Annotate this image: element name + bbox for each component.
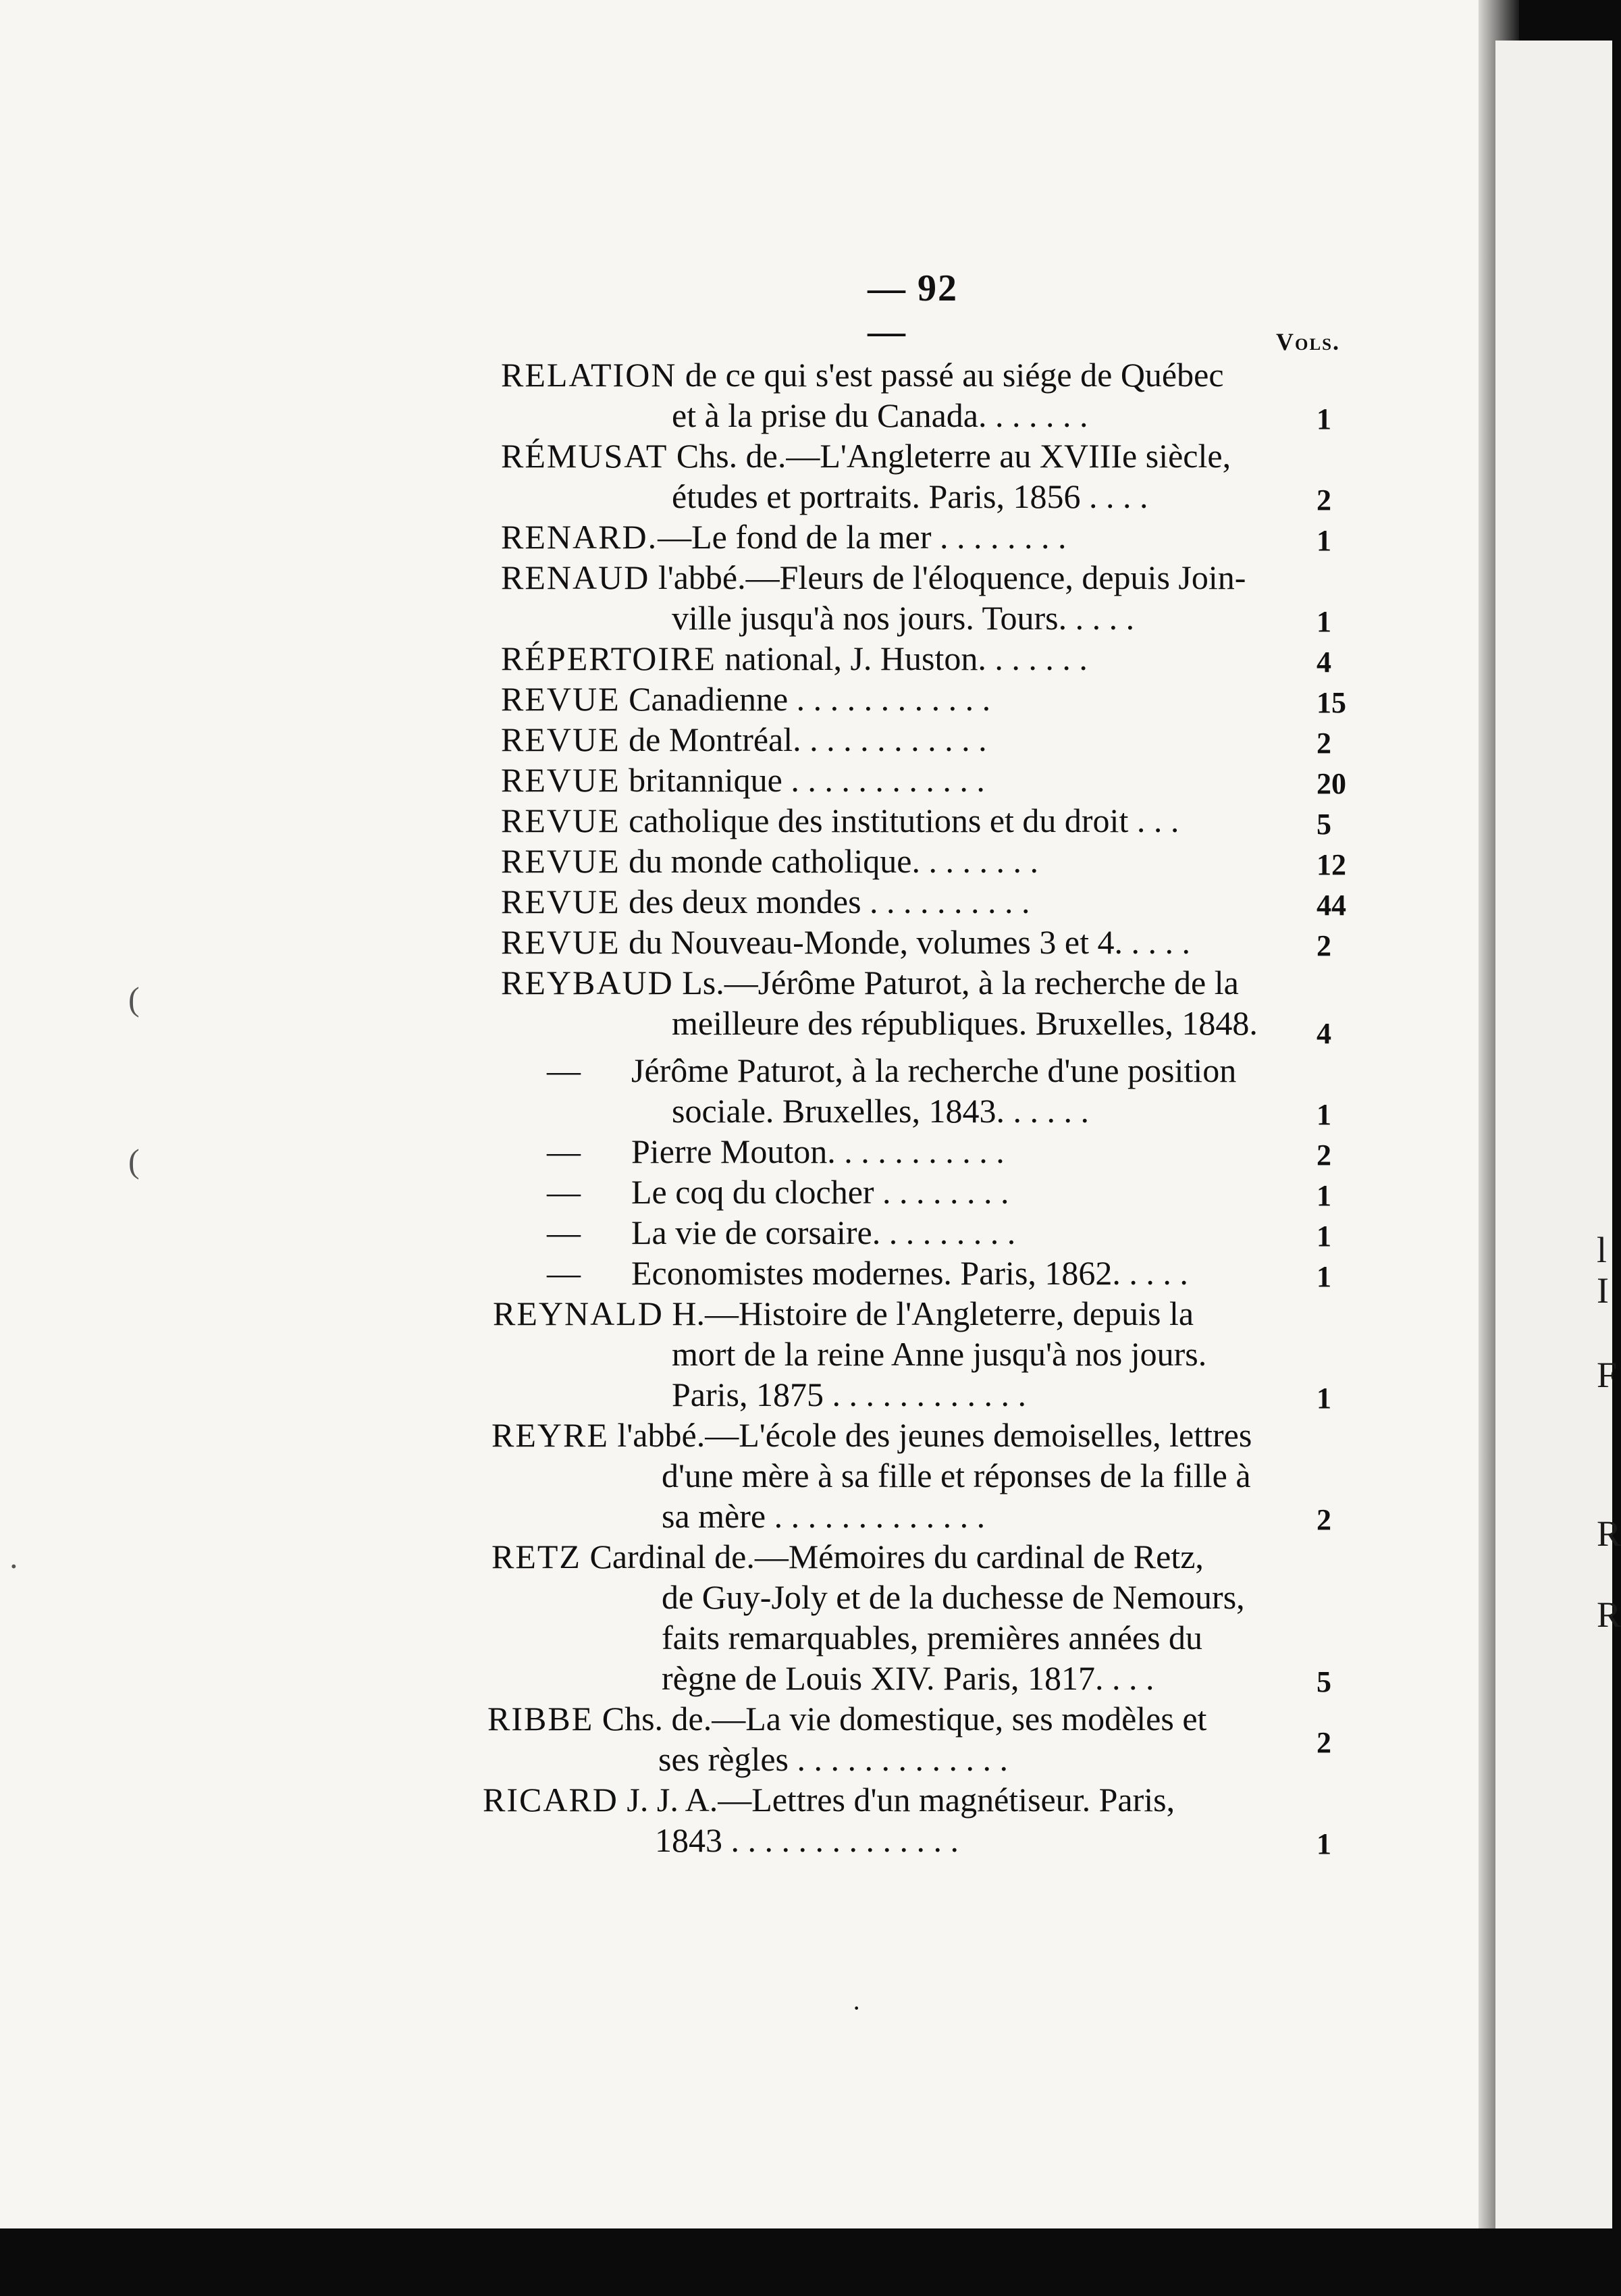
entry-line: britannique . . . . . . . . . . . .: [629, 761, 985, 799]
entry-vols: 4: [1317, 646, 1331, 679]
entry-head: RELATION: [501, 356, 677, 394]
entry-vols: 1: [1317, 1220, 1331, 1253]
entry-relation: [501, 355, 1224, 395]
entry-vols: 5: [1317, 1665, 1331, 1698]
entry-head: REVUE: [501, 721, 620, 758]
entry-revue-catholique: [501, 800, 1179, 841]
entry-head: REVUE: [501, 842, 620, 880]
entry-line: Paris, 1875 . . . . . . . . . . . .: [672, 1376, 1026, 1413]
entry-reynald: [493, 1293, 1194, 1334]
entry-vols: 2: [1317, 1726, 1331, 1759]
ink-speck: ·: [852, 1993, 861, 2023]
entry-vols: 1: [1317, 402, 1331, 436]
entry-vols: 2: [1317, 929, 1331, 962]
entry-vols: 1: [1317, 1382, 1331, 1415]
entry-line: Economistes modernes. Paris, 1862. . . . .: [631, 1254, 1188, 1292]
entry-line: de Montréal. . . . . . . . . . . .: [629, 721, 987, 758]
entry-line: de ce qui s'est passé au siége de Québec: [685, 356, 1224, 394]
entry-line: du Nouveau-Monde, volumes 3 et 4. . . . .: [629, 923, 1190, 961]
entry-vols: 2: [1317, 1139, 1331, 1172]
entry-line: national, J. Huston. . . . . . .: [724, 640, 1088, 677]
entry-line: J. J. A.—Lettres d'un magnétiseur. Paris,: [627, 1781, 1175, 1819]
entry-line: Le coq du clocher . . . . . . . .: [631, 1173, 1009, 1211]
entry-head: RENAUD: [501, 558, 650, 596]
ditto-dash: —: [547, 1254, 581, 1292]
entry-revue-monde-catholique: [501, 841, 1038, 881]
entry-retz: [491, 1536, 1204, 1577]
entry-vols: 12: [1317, 848, 1346, 881]
entry-line: 1843 . . . . . . . . . . . . . .: [655, 1821, 959, 1859]
entry-ribbe: [487, 1698, 1206, 1739]
margin-mark: (: [128, 1142, 140, 1180]
entry-vols: 20: [1317, 767, 1346, 800]
entry-vols: 1: [1317, 524, 1331, 557]
adjacent-page-letter: F: [1597, 1355, 1618, 1395]
entry-line: et à la prise du Canada. . . . . . .: [672, 396, 1088, 434]
entry-vols: 2: [1317, 727, 1331, 760]
entry-vols: 1: [1317, 1179, 1331, 1212]
entry-line: ses règles . . . . . . . . . . . . .: [658, 1740, 1008, 1778]
entry-line: ville jusqu'à nos jours. Tours. . . . .: [672, 599, 1135, 637]
entry-line: meilleure des républiques. Bruxelles, 1848.: [672, 1004, 1258, 1042]
adjacent-page-letter: I: [1597, 1270, 1609, 1311]
margin-mark: ·: [8, 1547, 20, 1585]
entry-renard: [501, 517, 1066, 557]
adjacent-page-fragment: [1495, 41, 1621, 2235]
entry-head: RIBBE: [487, 1700, 594, 1738]
adjacent-page-letter: R: [1597, 1513, 1621, 1554]
adjacent-page-letter: R: [1597, 1594, 1621, 1635]
adjacent-page-letter: l: [1597, 1230, 1607, 1270]
entry-line: Pierre Mouton. . . . . . . . . . .: [631, 1132, 1005, 1170]
entry-head: RÉPERTOIRE: [501, 640, 716, 677]
entry-line: études et portraits. Paris, 1856 . . . .: [672, 477, 1148, 515]
entry-line: des deux mondes . . . . . . . . . .: [629, 883, 1030, 920]
entry-repertoire: [501, 638, 1088, 679]
entry-vols: 2: [1317, 1503, 1331, 1536]
entry-head: REYBAUD: [501, 964, 674, 1001]
entry-reyre: [491, 1415, 1252, 1455]
entry-line: Chs. de.—L'Angleterre au XVIIIe siècle,: [676, 437, 1231, 475]
entry-remusat: [501, 436, 1231, 476]
entry-line: Chs. de.—La vie domestique, ses modèles et: [602, 1700, 1207, 1738]
entry-head: REVUE: [501, 923, 620, 961]
entry-vols: 44: [1317, 889, 1346, 922]
entry-vols: 15: [1317, 686, 1346, 719]
entry-line: l'abbé.—L'école des jeunes demoiselles, lettres: [617, 1416, 1252, 1454]
ditto-dash: —: [547, 1051, 581, 1089]
scan-bottom-border: [0, 2228, 1612, 2296]
margin-mark: (: [128, 980, 140, 1018]
entry-line: du monde catholique. . . . . . . .: [629, 842, 1038, 880]
entry-revue-britannique: [501, 760, 985, 800]
entry-line: règne de Louis XIV. Paris, 1817. . . .: [662, 1659, 1154, 1697]
entry-head: REVUE: [501, 802, 620, 839]
entry-vols: 1: [1317, 1827, 1331, 1860]
entry-revue-deux-mondes: [501, 881, 1030, 922]
entry-renaud: [501, 557, 1246, 598]
entry-head: REVUE: [501, 883, 620, 920]
entry-head: REVUE: [501, 761, 620, 799]
entry-head: REYRE: [491, 1416, 609, 1454]
ditto-dash: —: [547, 1214, 581, 1251]
ditto-dash: —: [547, 1173, 581, 1211]
entry-line: Canadienne . . . . . . . . . . . .: [629, 680, 991, 718]
page-number: — 92 —: [868, 267, 958, 353]
entry-line: H.—Histoire de l'Angleterre, depuis la: [672, 1295, 1194, 1332]
vols-column-header: Vols.: [1276, 328, 1341, 355]
entry-head: REVUE: [501, 680, 620, 718]
entry-vols: 2: [1317, 484, 1331, 517]
entry-line: l'abbé.—Fleurs de l'éloquence, depuis Join-: [658, 558, 1246, 596]
entry-line: La vie de corsaire. . . . . . . . .: [631, 1214, 1016, 1251]
entry-line: mort de la reine Anne jusqu'à nos jours.: [672, 1335, 1207, 1373]
entry-vols: 1: [1317, 1098, 1331, 1131]
entry-line: —Le fond de la mer . . . . . . . .: [658, 518, 1067, 556]
entry-line: Cardinal de.—Mémoires du cardinal de Retz,: [589, 1538, 1204, 1575]
entry-head: RICARD: [483, 1781, 618, 1819]
ditto-dash: —: [547, 1132, 581, 1170]
entry-line: sa mère . . . . . . . . . . . . .: [662, 1497, 986, 1535]
entry-vols: 1: [1317, 1260, 1331, 1293]
entry-line: d'une mère à sa fille et réponses de la fille à: [662, 1457, 1251, 1494]
entry-line: faits remarquables, premières années du: [662, 1619, 1203, 1656]
entry-head: RENARD.: [501, 518, 658, 556]
entry-vols: 1: [1317, 605, 1331, 638]
entry-revue-nouveau-monde: [501, 922, 1190, 962]
entry-line: sociale. Bruxelles, 1843. . . . . .: [672, 1092, 1089, 1130]
entry-line: Ls.—Jérôme Paturot, à la recherche de la: [682, 964, 1239, 1001]
entry-head: RÉMUSAT: [501, 437, 668, 475]
entry-reybaud: [501, 962, 1239, 1003]
entry-head: REYNALD: [493, 1295, 664, 1332]
entry-ricard: [483, 1779, 1175, 1820]
entry-vols: 5: [1317, 808, 1331, 841]
entry-vols: 4: [1317, 1017, 1331, 1050]
entry-line: Jérôme Paturot, à la recherche d'une position: [631, 1051, 1237, 1089]
entry-line: catholique des institutions et du droit . . .: [629, 802, 1179, 839]
entry-revue-canadienne: [501, 679, 990, 719]
entry-line: de Guy-Joly et de la duchesse de Nemours,: [662, 1578, 1245, 1616]
entry-revue-montreal: [501, 719, 987, 760]
entry-head: RETZ: [491, 1538, 581, 1575]
